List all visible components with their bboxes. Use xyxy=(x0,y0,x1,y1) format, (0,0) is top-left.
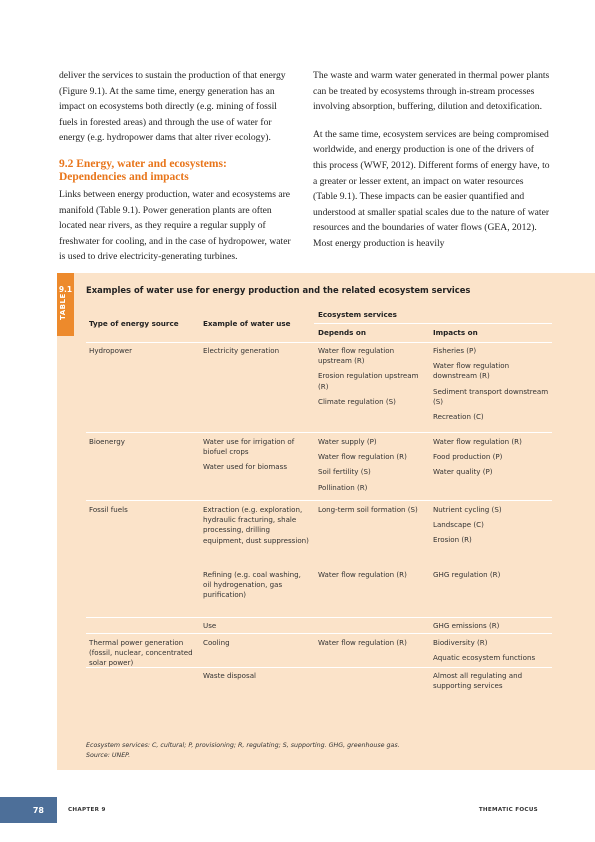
table-cell-line: Water supply (P) xyxy=(318,437,377,446)
table-cell-line: Almost all regulating and supporting services xyxy=(433,671,523,691)
table-number: 9.1 xyxy=(58,285,73,294)
table-cell-example xyxy=(203,346,311,356)
table-cell-line: Cooling xyxy=(203,638,230,647)
footer-section: THEMATIC FOCUS xyxy=(478,807,538,813)
table-cell-line: Aquatic ecosystem functions xyxy=(433,653,536,663)
table-cell-line: Electricity generation xyxy=(203,346,280,355)
footer-chapter: CHAPTER 9 xyxy=(68,807,106,813)
table-cell-line: Water flow regulation downstream (R) xyxy=(433,361,510,381)
table-cell-line: Extraction (e.g. exploration, hydraulic fracturing, shale processing, drilling equipment, dust suppression) xyxy=(203,505,309,545)
table-cell-example xyxy=(203,671,311,681)
table-cell-line: Water quality (P) xyxy=(433,467,493,477)
header-energy-source: Type of energy source xyxy=(89,319,179,328)
table-cell-line: Biodiversity (R) xyxy=(433,638,488,647)
section-heading-line-1: 9.2 Energy, water and ecosystems: xyxy=(59,157,227,170)
table-cell-depends xyxy=(318,437,426,493)
right-paragraph-1: The waste and warm water generated in thermal power plants can be treated by ecosystems through in-stream processes involving absorption, buffering, dilution and detoxification. xyxy=(313,70,550,113)
header-water-use: Example of water use xyxy=(203,319,291,328)
table-cell-line: Erosion (R) xyxy=(433,535,472,545)
header-bottom-rule xyxy=(86,342,552,343)
table-cell-impacts xyxy=(433,638,551,663)
table-cell-line: Water flow regulation (R) xyxy=(318,570,407,579)
table-cell-type xyxy=(89,346,197,356)
table-cell-line: Use xyxy=(203,621,217,630)
table-row-rule xyxy=(86,667,552,668)
table-cell-line: Fisheries (P) xyxy=(433,346,477,355)
table-cell-line: Water flow regulation upstream (R) xyxy=(318,346,395,366)
table-row-rule xyxy=(86,617,552,618)
table-tab xyxy=(57,273,74,336)
table-cell-impacts xyxy=(433,570,551,580)
page-number: 78 xyxy=(32,806,44,815)
table-cell-line: Sediment transport downstream (S) xyxy=(433,386,549,406)
table-cell-line: Water flow regulation (R) xyxy=(433,437,522,446)
table-cell-line: Pollination (R) xyxy=(318,482,368,492)
table-cell-line: Food production (P) xyxy=(433,452,503,462)
left-paragraph-2: Links between energy production, water and ecosystems are manifold (Table 9.1). Power generation plants are often located near rivers, as they require a regular supply of freshwater for cooling, and in the case of hydropower, water is used to drive electricity-generating turbines. xyxy=(59,188,291,263)
table-cell-line: Soil fertility (S) xyxy=(318,467,371,477)
table-cell-line: Water use for irrigation of biofuel crops xyxy=(203,437,295,457)
header-divider-ecosystem xyxy=(314,323,552,324)
table-tab-word: TABLE xyxy=(59,293,67,320)
table-row-rule xyxy=(86,633,552,634)
table-cell-impacts xyxy=(433,346,551,422)
table-cell-type xyxy=(89,437,197,447)
left-paragraph-1: deliver the services to sustain the production of that energy (Figure 9.1). At the same time, energy generation has an impact on ecosystems both directly (e.g. mining of fossil fuels in forested areas) and through the use of water for energy (e.g. hydropower dams that alter river ecology). xyxy=(59,70,286,144)
table-cell-line: Hydropower xyxy=(89,346,133,355)
table-cell-line: Recreation (C) xyxy=(433,412,484,422)
table-row-rule xyxy=(86,432,552,433)
right-paragraph-2: At the same time, ecosystem services are being compromised worldwide, and energy production is one of the drivers of this process (WWF, 2012). Different forms of energy have, to a greater or lesser extent, an impact on water resources (Table 9.1). These impacts can be easier quantified and understood at smaller spatial scales due to the nature of water resources and the boundaries of water flows (GEA, 2012). Most energy production is heavily xyxy=(313,128,550,249)
table-cell-depends xyxy=(318,505,426,515)
table-cell-line: Bioenergy xyxy=(89,437,125,446)
table-cell-example xyxy=(203,621,311,631)
table-cell-example xyxy=(203,437,311,473)
left-column xyxy=(59,68,296,277)
table-cell-type xyxy=(89,638,197,669)
table-cell-line: Fossil fuels xyxy=(89,505,128,514)
table-row-rule xyxy=(86,500,552,501)
table-cell-impacts xyxy=(433,671,551,691)
table-cell-line: GHG emissions (R) xyxy=(433,621,500,630)
header-ecosystem-services: Ecosystem services xyxy=(318,310,397,319)
table-cell-line: Waste disposal xyxy=(203,671,257,680)
table-cell-line: Water used for biomass xyxy=(203,462,288,472)
table-cell-type xyxy=(89,505,197,515)
table-cell-depends xyxy=(318,346,426,407)
table-cell-line: Landscape (C) xyxy=(433,520,484,530)
table-cell-line: Long-term soil formation (S) xyxy=(318,505,418,514)
right-column xyxy=(313,68,550,264)
table-cell-example xyxy=(203,638,311,648)
header-depends-on: Depends on xyxy=(318,328,366,337)
table-notes xyxy=(86,741,400,760)
table-source: Source: UNEP. xyxy=(86,751,131,759)
table-cell-line: Water flow regulation (R) xyxy=(318,638,407,647)
header-impacts-on: Impacts on xyxy=(433,328,478,337)
table-cell-line: Refining (e.g. coal washing, oil hydrogenation, gas purification) xyxy=(203,570,301,600)
table-cell-impacts xyxy=(433,437,551,478)
table-note: Ecosystem services: C, cultural; P, provisioning; R, regulating; S, supporting. GHG, greenhouse gas. xyxy=(86,742,400,749)
table-cell-depends xyxy=(318,570,426,580)
table-cell-example xyxy=(203,570,311,601)
table-title: Examples of water use for energy production and the related ecosystem services xyxy=(86,285,471,295)
section-heading-line-2: Dependencies and impacts xyxy=(59,171,189,184)
table-cell-depends xyxy=(318,638,426,648)
section-heading xyxy=(59,158,296,185)
table-cell-line: Climate regulation (S) xyxy=(318,396,396,406)
table-cell-example xyxy=(203,505,311,546)
table-cell-line: Nutrient cycling (S) xyxy=(433,505,502,514)
table-cell-line: GHG regulation (R) xyxy=(433,570,501,579)
table-cell-line: Thermal power generation (fossil, nuclear, concentrated solar power) xyxy=(89,638,193,668)
table-cell-impacts xyxy=(433,621,551,631)
table-cell-line: Water flow regulation (R) xyxy=(318,452,407,462)
table-cell-impacts xyxy=(433,505,551,546)
table-cell-line: Erosion regulation upstream (R) xyxy=(318,371,419,391)
